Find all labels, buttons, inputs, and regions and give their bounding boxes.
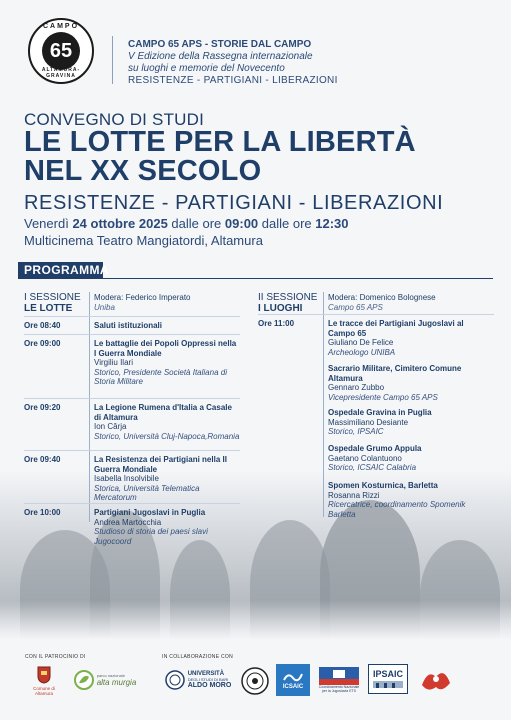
session1-item: Ore 09:00 Le battaglie dei Popoli Oppressi nella I Guerra Mondiale Virgiliu Ilari Storico, Presidente Società Italiana di Storia Militare xyxy=(24,339,237,386)
red-emblem-icon xyxy=(418,665,454,695)
coordinamento-icon xyxy=(319,667,359,685)
coat-of-arms-icon xyxy=(37,666,51,684)
building-icon xyxy=(371,679,405,689)
campo65-logo xyxy=(28,18,94,84)
logo-number: 65 xyxy=(42,32,80,70)
header-themes: RESISTENZE - PARTIGIANI - LIBERAZIONI xyxy=(128,75,338,86)
event-date: Venerdì 24 ottobre 2025 dalle ore 09:00 dalle ore 12:30 xyxy=(24,216,349,231)
seal-logo xyxy=(240,666,270,696)
ipsaic-logo: IPSAIC xyxy=(368,664,408,694)
collaborazione-label: IN COLLABORAZIONE CON xyxy=(162,654,234,660)
header-subject: su luoghi e memorie del Novecento xyxy=(128,63,285,74)
programma-rule xyxy=(18,278,493,279)
session1-item: Ore 09:20 La Legione Rumena d'Italia a Casale di Altamura Ion Cârja Storico, Università Cluj-Napoca,Romania xyxy=(24,403,240,441)
event-subtitle: RESISTENZE - PARTIGIANI - LIBERAZIONI xyxy=(24,192,444,214)
session1-item: Ore 10:00 Partigiani Jugoslavi in Puglia Andrea Martocchia Studioso di storia dei paesi slavi Jugocoord xyxy=(24,508,208,546)
session1-title: I SESSIONE LE LOTTE xyxy=(24,292,81,314)
coordinamento-logo: Coordinamento Nazionale per la Jugoslavia ETS xyxy=(316,664,362,696)
session1-item: Ore 09:40 La Resistenza dei Partigiani nella II Guerra Mondiale Isabella Insolvibile Storica, Università Telematica Mercatorum xyxy=(24,455,227,502)
session2-item: Spomen Kosturnica, Barletta Rosanna Rizzi Ricercatrice, coordinamento Spomenik Barletta xyxy=(328,481,466,519)
event-title-line2: NEL XX SECOLO xyxy=(24,155,262,187)
leaf-icon xyxy=(74,670,94,690)
uniba-logo: UNIVERSITÀ DEGLI STUDI DI BARI ALDO MORO xyxy=(162,666,234,694)
session2-title: II SESSIONE I LUOGHI xyxy=(258,292,318,314)
session2-item: Sacrario Militare, Cimitero Comune Altamura Gennaro Zubbo Vicepresidente Campo 65 APS xyxy=(328,364,462,402)
programma-label: PROGRAMMA xyxy=(18,262,103,278)
logo-bottom-text: ALTAMURA-GRAVINA xyxy=(41,67,81,79)
header-edition: V Edizione della Rassegna internazionale xyxy=(128,51,313,62)
session1-item: Ore 08:40 Saluti istituzionali xyxy=(24,321,163,330)
parco-logo: parco nazionale alta murgia xyxy=(70,668,140,692)
session2-item: Ospedale Grumo Appula Gaetano Colantuono Storico, ICSAIC Calabria xyxy=(328,444,422,472)
event-title-line1: LE LOTTE PER LA LIBERTÀ xyxy=(24,126,416,158)
round-seal-icon xyxy=(241,667,269,695)
event-venue: Multicinema Teatro Mangiatordi, Altamura xyxy=(24,233,263,248)
logo-top-text: CAMPO xyxy=(42,23,80,30)
red-emblem-logo xyxy=(416,664,456,696)
university-seal-icon xyxy=(165,670,185,690)
comune-logo: Comune di Altamura xyxy=(24,664,64,698)
icsaic-logo: ICSAIC xyxy=(276,664,310,696)
header-divider xyxy=(112,36,113,84)
patrocinio-label: CON IL PATROCINIO DI xyxy=(25,654,86,660)
header-text xyxy=(128,39,338,87)
session2-item: Ospedale Gravina in Puglia Massimiliano Desiante Storico, IPSAIC xyxy=(328,408,432,436)
session2-moderator: Modera: Domenico Bolognese Campo 65 APS xyxy=(328,293,436,312)
event-kicker: CONVEGNO DI STUDI xyxy=(24,110,205,129)
event-title xyxy=(24,128,416,186)
header-org: CAMPO 65 APS - STORIE DAL CAMPO xyxy=(128,39,312,50)
session1-moderator: Modera: Federico Imperato Uniba xyxy=(94,293,191,312)
wave-icon xyxy=(283,670,303,684)
session2-item: Ore 11:00 Le tracce dei Partigiani Jugoslavi al Campo 65 Giuliano De Felice Archeologo UNIBA xyxy=(258,319,464,357)
